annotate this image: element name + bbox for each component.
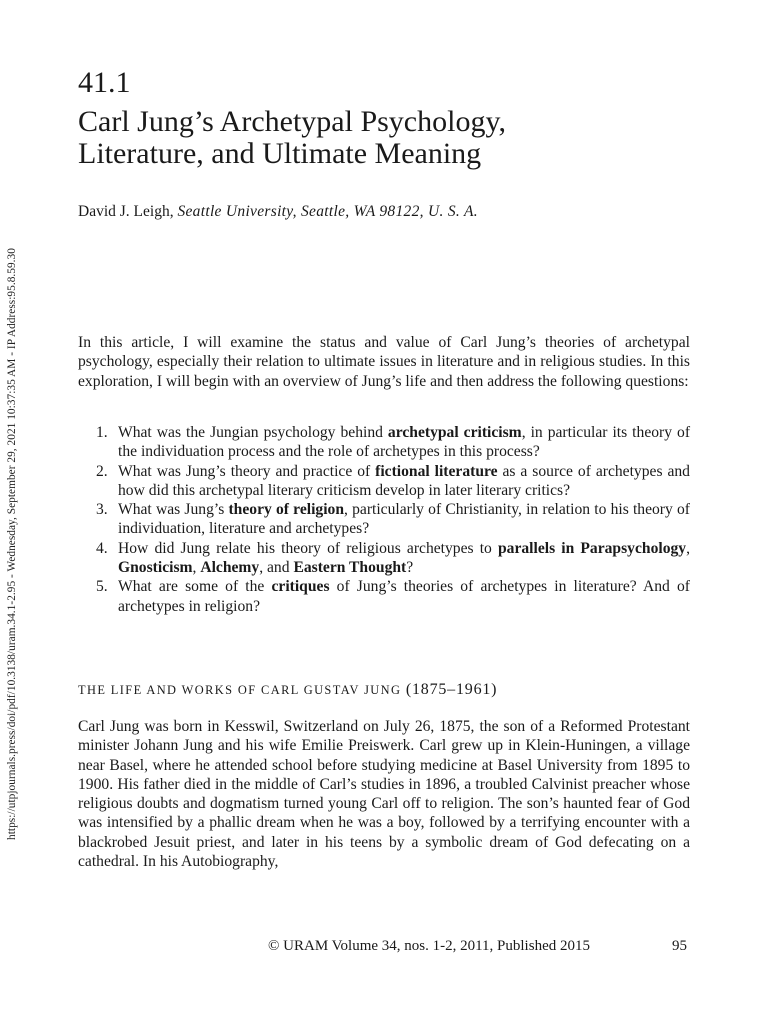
intro-paragraph: In this article, I will examine the status and value of Carl Jung’s theories of archetypal psychology, especially their relation to ultimate issues in literature and in religious studies. In this exploration, I will begin with an overview of Jung’s life and then address the following questions: [78,334,690,390]
question-text: , [192,559,201,577]
question-text: , particularly of Christianity, in relation to his theory of individuation, literature and archetypes? [118,501,690,538]
life-paragraph: Carl Jung was born in Kesswil, Switzerland on July 26, 1875, the son of a Reformed Protestant minister Johann Jung and his wife Emilie Preiswerk. Carl grew up in Klein-Huningen, a village near Basel, where he attended school before studying medicine at Basel University from 1895 to 1900. His father died in the middle of Carl’s studies in 1896, a troubled Calvinist preacher whose religious doubts and dogmatism turned young Carl off to religion. The son’s haunted fear of God was intensified by a phallic dream when he was a boy, followed by a terrifying encounter with a blackrobed Jesuit priest, and later in his teens by a symbolic dream of God defecating on a cathedral. In his Autobiography, [78,718,690,871]
article-number: 41.1 [78,66,131,99]
author-line [78,202,478,222]
question-item [96,423,690,462]
author-name: David J. Leigh, [78,203,174,220]
author-affiliation: Seattle University, Seattle, WA 98122, U. S. A. [177,203,478,220]
question-item [96,577,690,616]
question-text: What was Jung’s [118,501,229,519]
question-keyword: Gnosticism [118,559,193,577]
question-text: of Jung’s theories of archetypes in literature? And of archetypes in religion? [118,578,690,615]
question-number: 4. [96,539,108,557]
question-item [96,539,690,578]
section-heading-text: THE LIFE AND WORKS OF CARL GUSTAV JUNG [78,683,402,697]
question-list [96,423,690,616]
page-number: 95 [672,938,687,954]
section-heading-years: (1875–1961) [405,681,498,698]
question-text: , and [259,559,294,577]
title-line: Literature, and Ultimate Meaning [78,137,482,170]
download-watermark: https://utpjournals.press/doi/pdf/10.3138/uram.34.1-2.95 - Wednesday, September 29, 2021 10:37:35 AM - IP Address:95.8.59.30 [6,248,18,840]
question-text: , [686,539,690,557]
question-keyword: Alchemy [200,559,260,577]
question-text: How did Jung relate his theory of religious archetypes to [118,539,498,557]
question-number: 2. [96,462,108,480]
footer-citation: © URAM Volume 34, nos. 1-2, 2011, Published 2015 [268,938,590,954]
title-line: Carl Jung’s Archetypal Psychology, [78,105,507,138]
question-keyword: parallels in Parapsychology [497,539,687,557]
question-keyword: Eastern Thought [293,559,407,577]
question-number: 5. [96,578,108,596]
question-item [96,462,690,501]
question-keyword: theory of religion [228,501,344,519]
article-title [78,106,698,170]
section-heading [78,681,497,699]
question-keyword: archetypal criticism [387,424,522,441]
question-keyword: fictional literature [375,462,498,480]
question-text: as a source of archetypes and how did this archetypal literary criticism develop in later literary critics? [118,462,690,499]
question-text: What are some of the [118,578,272,596]
question-text: What was the Jungian psychology behind [118,424,388,441]
question-text: ? [406,559,414,577]
question-number: 3. [96,501,108,519]
question-item [96,500,690,539]
question-keyword: critiques [271,578,330,596]
question-text: What was Jung’s theory and practice of [118,462,376,480]
question-number: 1. [96,424,108,441]
question-text: , in particular its theory of the individuation process and the role of archetypes in this process? [118,424,691,461]
